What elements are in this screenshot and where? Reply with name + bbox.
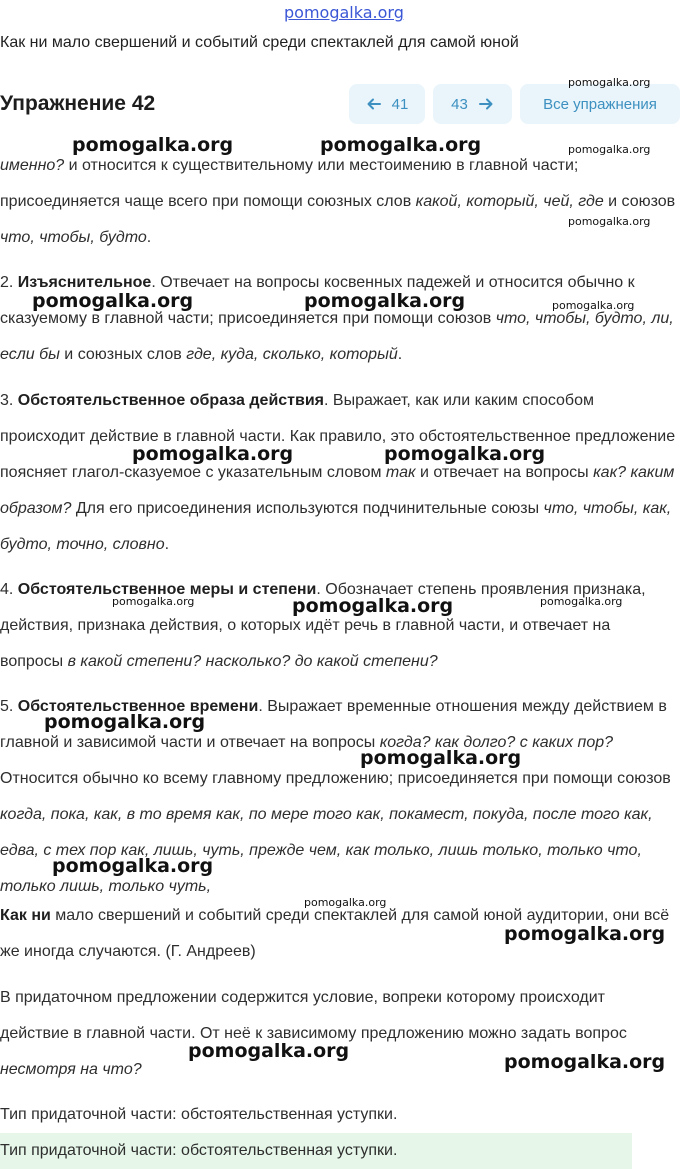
previous-sentence-line: Как ни мало свершений и событий среди спектаклей для самой юной xyxy=(0,34,519,51)
clause-type-line xyxy=(0,1097,676,1133)
text-run: мало свершений и событий среди спектаклей для самой юной аудитории, они всё же иногда случаются. (Г. Андреев) xyxy=(0,907,670,960)
prev-exercise-button[interactable] xyxy=(349,84,425,124)
watermark: pomogalka.org xyxy=(52,855,214,877)
text-run: Для его присоединения используются подчинительные союзы xyxy=(71,500,544,517)
text-run: 3. xyxy=(0,392,18,409)
watermark: pomogalka.org xyxy=(384,443,546,465)
text-run: . xyxy=(164,536,170,553)
arrow-right-icon xyxy=(478,96,494,112)
italic-example: именно? xyxy=(0,157,65,174)
paragraph-measure xyxy=(0,572,676,680)
text-run: . Выражает, как или каким способом происходит действие в главной части. Как правило, это обстоятельственное предложение поясняет глагол-сказуемое с указательным словом xyxy=(0,392,676,481)
watermark: pomogalka.org xyxy=(292,595,454,617)
text-run: . xyxy=(397,346,403,363)
watermark: pomogalka.org xyxy=(132,443,294,465)
all-exercises-button[interactable] xyxy=(520,84,680,124)
answer-highlight: Тип придаточной части: обстоятельственная уступки. xyxy=(0,1133,632,1169)
watermark: pomogalka.org xyxy=(32,290,194,312)
text-run: 4. xyxy=(0,581,18,598)
watermark: pomogalka.org xyxy=(44,711,206,733)
bold-term: Обстоятельственное меры и степени xyxy=(17,581,317,598)
text-run: и союзов xyxy=(603,193,676,210)
watermark: pomogalka.org xyxy=(540,595,623,608)
paragraph-explanatory xyxy=(0,265,676,373)
watermark: pomogalka.org xyxy=(568,76,651,89)
watermark: pomogalka.org xyxy=(112,595,195,608)
text-run: и отвечает на вопросы xyxy=(415,464,594,481)
text-run: . Обозначает степень проявления признака, действия, признака действия, о которых идёт речь в главной части, и отвечает на вопросы xyxy=(0,581,646,670)
italic-example: где, куда, сколько, который xyxy=(186,346,398,363)
prev-exercise-label: 41 xyxy=(391,95,409,113)
watermark: pomogalka.org xyxy=(360,747,522,769)
text-run: . Отвечает на вопросы косвенных падежей и относится обычно к сказуемому в главной части; присоединяется при помощи союзов xyxy=(0,274,635,327)
all-exercises-label: Все упражнения xyxy=(543,95,657,113)
watermark: pomogalka.org xyxy=(320,134,482,156)
italic-example: несмотря на что? xyxy=(0,1061,142,1078)
watermark: pomogalka.org xyxy=(72,134,234,156)
text-run: и относится к существительному или местоимению в главной части; присоединяется чаще всего при помощи союзных слов xyxy=(0,157,579,210)
next-exercise-label: 43 xyxy=(451,95,468,113)
italic-example: так xyxy=(385,464,416,481)
watermark: pomogalka.org xyxy=(504,1051,666,1073)
bold-term: Как ни xyxy=(0,907,51,924)
italic-example: что, чтобы, будто xyxy=(0,229,147,246)
watermark: pomogalka.org xyxy=(568,215,651,228)
text-run: Относится обычно ко всему главному предложению; присоединяется при помощи союзов xyxy=(0,770,671,787)
site-link[interactable]: pomogalka.org xyxy=(284,3,404,22)
watermark: pomogalka.org xyxy=(504,923,666,945)
watermark: pomogalka.org xyxy=(304,896,387,909)
italic-example: в какой степени? насколько? до какой степени? xyxy=(67,653,438,670)
bold-term: Обстоятельственное времени xyxy=(17,698,259,715)
text-run: . Выражает временные отношения между действием в главной и зависимой части и отвечает на вопросы xyxy=(0,698,667,751)
bold-term: Обстоятельственное образа действия xyxy=(17,392,325,409)
paragraph-manner xyxy=(0,383,676,563)
bold-term: Изъяснительное xyxy=(17,274,152,291)
italic-example: когда? как долго? с каких пор? xyxy=(379,734,614,751)
italic-example: какой, который, чей, где xyxy=(415,193,604,210)
text-run: и союзных слов xyxy=(59,346,187,363)
italic-example: что, чтобы, будто, ли, если бы xyxy=(0,310,674,363)
italic-example: что, чтобы, как, будто, точно, словно xyxy=(0,500,672,553)
watermark: pomogalka.org xyxy=(188,1040,350,1062)
watermark: pomogalka.org xyxy=(552,299,635,312)
italic-example: как? каким образом? xyxy=(0,464,675,517)
italic-example: когда, пока, как, в то время как, по мере того как, покамест, покуда, после того как, едва, с тех пор как, лишь, чуть, прежде чем, как только, лишь только, только что, только лишь, только чуть, xyxy=(0,806,653,895)
next-exercise-button[interactable] xyxy=(433,84,512,124)
paragraph-attributive xyxy=(0,148,676,256)
watermark: pomogalka.org xyxy=(568,143,651,156)
exercise-title: Упражнение 42 xyxy=(0,92,156,115)
text-run: 5. xyxy=(0,698,18,715)
watermark: pomogalka.org xyxy=(304,290,466,312)
arrow-left-icon xyxy=(366,96,382,112)
text-run: Тип придаточной части: обстоятельственная уступки. xyxy=(0,1106,398,1123)
text-run: . xyxy=(146,229,152,246)
text-run: В придаточном предложении содержится условие, вопреки которому происходит действие в главной части. От неё к зависимому предложению можно задать вопрос xyxy=(0,989,627,1042)
text-run: 2. xyxy=(0,274,18,291)
